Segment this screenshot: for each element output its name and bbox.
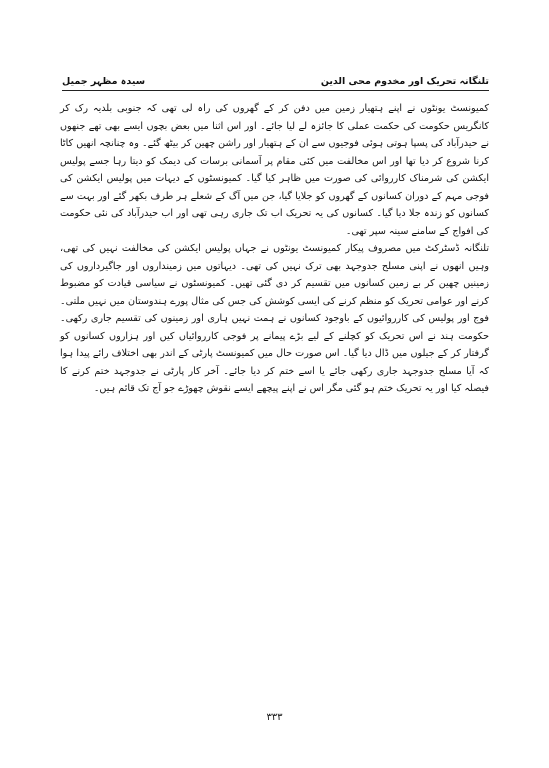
page-number: ۳۳۳ <box>266 712 283 723</box>
body-text <box>60 100 489 710</box>
author-name: سیدہ مظہر جمیل <box>62 76 146 87</box>
running-header <box>62 63 489 91</box>
paragraph: کمیونسٹ یونٹوں نے اپنے ہتھیار زمین میں دفن کر کے گھروں کی راہ لی تھی کہ جنوبی بلدیہ رک کر کانگریس حکومت کی حکمت عملی کا جائزہ لے لیا جائے۔ اور اس اثنا میں بعض بچوں ایسے بھی تھے جنھوں نے حیدرآباد کی پسپا ہوتی ہوئی فوجیوں سے ان کے ہتھیار اور راشن چھین کر بیٹھ گئے۔ وہ چنانچہ انھیں کاٹا کرنا شروع کر دیا تھا اور اس مخالفت میں کئی مقام پر آسمانی برسات کی دیمک کو دیتا رہا جسے پولیس ایکشن کی شرمناک کارروائی کی صورت میں ظاہر کیا گیا۔ کمیونسٹوں کے دیہات میں پولیس ایکشن کی فوجی مہم کے دوران کسانوں کے گھروں کو جلایا گیا، جن میں آگ کے شعلے ہر طرف بکھر گئے اور بہت سے کسانوں کو زندہ جلا دیا گیا۔ کسانوں کی یہ تحریک اب تک جاری رہی تھی اور اب حیدرآباد کی نئی حکومت کی افواج کے سامنے سینہ سپر تھی۔ <box>60 103 489 237</box>
paragraph: تلنگانہ ڈسٹرکٹ میں مصروف پیکار کمیونسٹ یونٹوں نے جہاں پولیس ایکشن کی مخالفت نہیں کی تھی، وہیں انھوں نے اپنی مسلح جدوجہد بھی ترک نہیں کی تھی۔ دیہاتوں میں زمینداروں اور جاگیرداروں کی زمینیں چھین کر بے زمین کسانوں میں تقسیم کر دی گئی تھیں۔ کمیونسٹوں نے سیاسی قیادت کو مضبوط کرنے اور عوامی تحریک کو منظم کرنے کی ایسی کوشش کی جس کی مثال پورے ہندوستان میں نہیں ملتی۔ فوج اور پولیس کی کارروائیوں کے باوجود کسانوں نے ہمت نہیں ہاری اور زمینوں کی تقسیم جاری رکھی۔ حکومت ہند نے اس تحریک کو کچلنے کے لیے بڑے پیمانے پر فوجی کارروائیاں کیں اور ہزاروں کسانوں کو گرفتار کر کے جیلوں میں ڈال دیا گیا۔ اس صورت حال میں کمیونسٹ پارٹی کے اندر بھی اختلاف رائے پیدا ہوا کہ آیا مسلح جدوجہد جاری رکھی جائے یا اسے ختم کر دیا جائے۔ آخر کار پارٹی نے جدوجہد ختم کرنے کا فیصلہ کیا اور یہ تحریک ختم ہو گئی مگر اس نے اپنے پیچھے ایسے نقوش چھوڑے جو آج تک قائم ہیں۔ <box>60 243 489 394</box>
book-title: تلنگانہ تحریک اور مخدوم محی الدین <box>320 76 489 87</box>
